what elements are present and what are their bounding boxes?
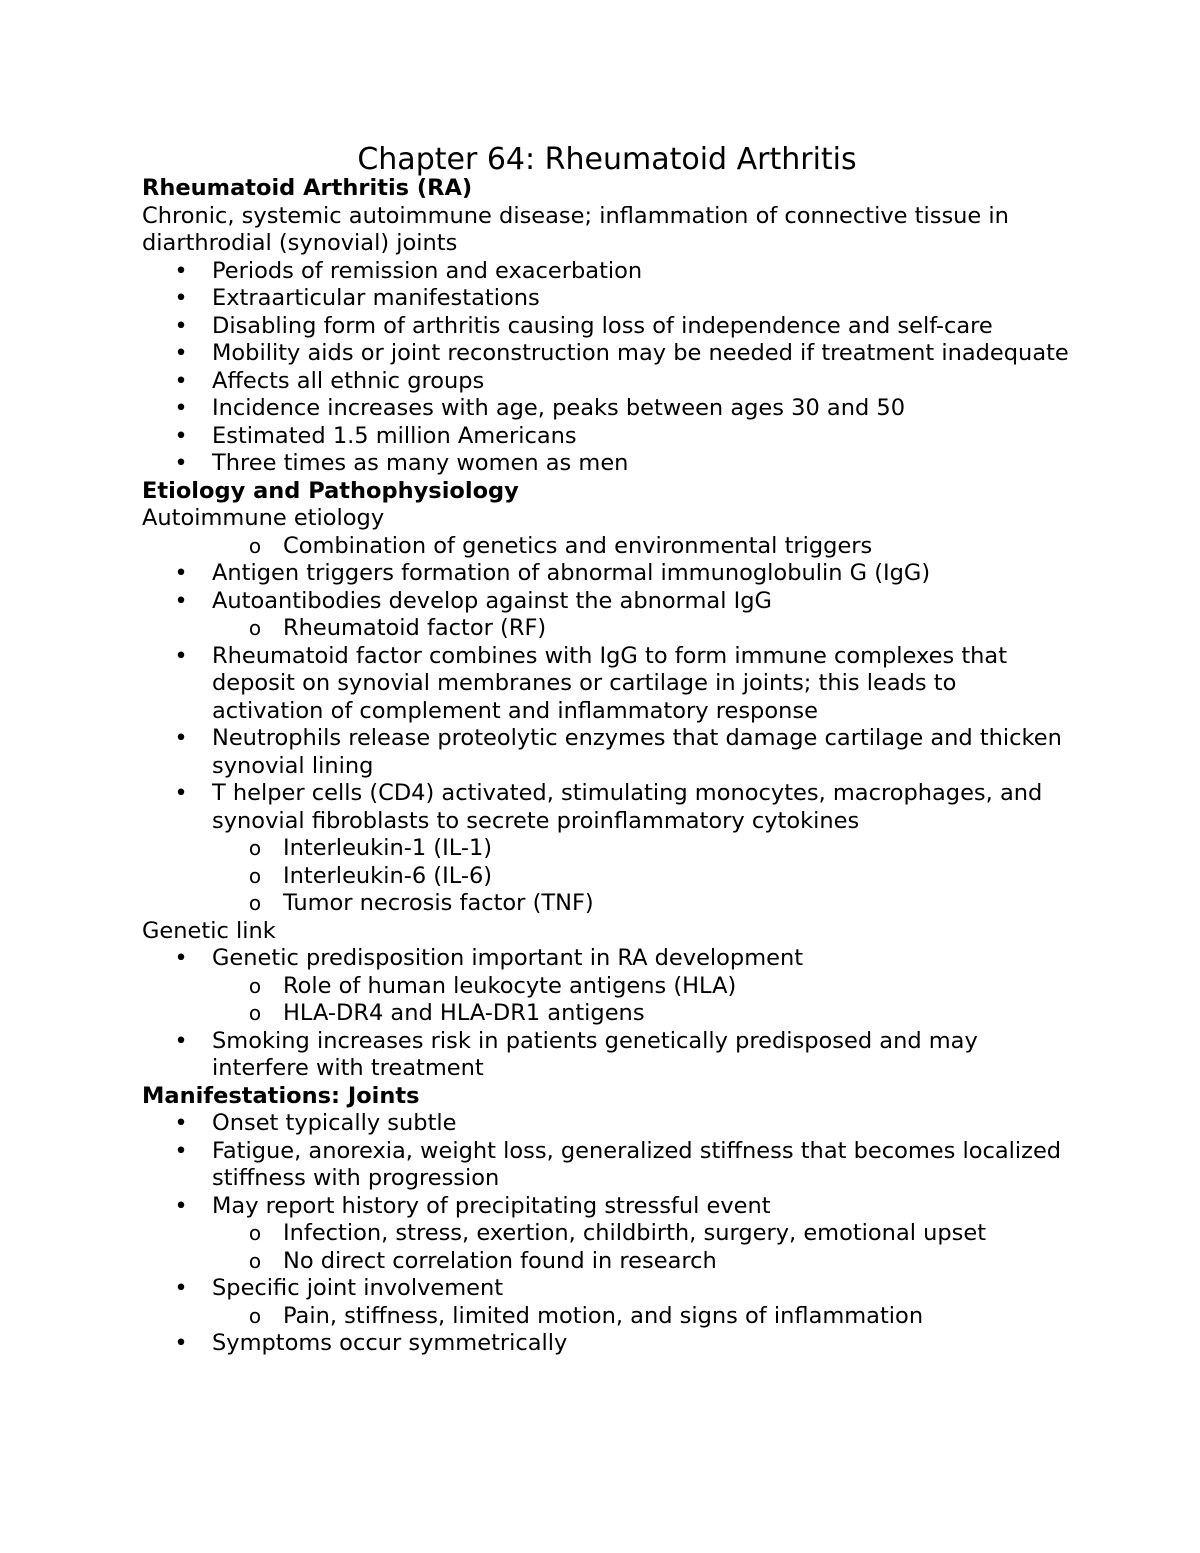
sub-bullet-icon: o bbox=[248, 891, 262, 915]
list-item bbox=[142, 780, 1072, 918]
list-item-text: Specific joint involvement bbox=[212, 1275, 504, 1301]
list-item bbox=[142, 423, 1072, 451]
sub-list-item bbox=[142, 1220, 1072, 1248]
bullet-icon: • bbox=[174, 312, 188, 339]
page-title: Chapter 64: Rheumatoid Arthritis bbox=[357, 142, 857, 177]
list-item bbox=[142, 368, 1072, 396]
list-item-text: Onset typically subtle bbox=[212, 1110, 457, 1136]
sub-list-item bbox=[142, 890, 1072, 918]
sub-bullet-icon: o bbox=[248, 1221, 262, 1245]
list-item-text: HLA-DR4 and HLA-DR1 antigens bbox=[283, 1000, 645, 1026]
sub-list-item bbox=[142, 973, 1072, 1001]
sub-list-item bbox=[142, 1000, 1072, 1028]
sub-list-item bbox=[142, 1248, 1072, 1276]
section-heading-ra: Rheumatoid Arthritis (RA) bbox=[142, 175, 473, 201]
list-item-text: Disabling form of arthritis causing loss of independence and self-care bbox=[212, 312, 993, 339]
etiology-bullet-list bbox=[142, 560, 1072, 918]
bullet-icon: • bbox=[174, 422, 188, 449]
bullet-icon: • bbox=[174, 560, 188, 586]
list-item-text: Interleukin-6 (IL-6) bbox=[283, 862, 493, 889]
list-item bbox=[142, 588, 1072, 643]
ra-intro: Chronic, systemic autoimmune disease; inflammation of connective tissue in diarthrodial (synovial) joints bbox=[142, 202, 1009, 256]
list-item-text: Rheumatoid factor combines with IgG to form immune complexes that deposit on synovial membranes or cartilage in joints; this leads to activation of complement and inflammatory response bbox=[212, 642, 1008, 724]
autoimmune-sub-list bbox=[142, 533, 1072, 561]
genetic-label: Genetic link bbox=[142, 917, 276, 944]
list-item-text: May report history of precipitating stressful event bbox=[212, 1192, 771, 1219]
sub-bullet-icon: o bbox=[248, 1001, 262, 1025]
list-item-text: Three times as many women as men bbox=[212, 450, 629, 476]
bullet-icon: • bbox=[174, 1192, 188, 1219]
list-item-text: Interleukin-1 (IL-1) bbox=[283, 835, 493, 861]
list-item-text: Estimated 1.5 million Americans bbox=[212, 422, 577, 449]
genetic-bullet-list bbox=[142, 945, 1072, 1083]
list-item-text: Affects all ethnic groups bbox=[212, 367, 485, 394]
bullet-icon: • bbox=[174, 367, 188, 394]
list-item-text: Pain, stiffness, limited motion, and signs of inflammation bbox=[283, 1302, 924, 1329]
sub-bullet-icon: o bbox=[248, 533, 262, 558]
list-item-text: T helper cells (CD4) activated, stimulating monocytes, macrophages, and synovial fibroblasts to secrete proinflammatory cytokines bbox=[212, 780, 1043, 834]
list-item bbox=[142, 1330, 1072, 1358]
bullet-icon: • bbox=[174, 1110, 188, 1136]
sub-bullet-icon: o bbox=[248, 1248, 262, 1273]
list-item-text: Mobility aids or joint reconstruction may be needed if treatment inadequate bbox=[212, 340, 1069, 366]
bullet-icon: • bbox=[174, 725, 188, 751]
list-item bbox=[142, 1110, 1072, 1138]
list-item-text: Combination of genetics and environmental triggers bbox=[283, 532, 873, 559]
list-item bbox=[142, 285, 1072, 313]
bullet-icon: • bbox=[174, 1137, 188, 1164]
list-item bbox=[142, 1028, 1072, 1083]
list-item bbox=[142, 313, 1072, 341]
list-item-text: Fatigue, anorexia, weight loss, generalized stiffness that becomes localized stiffness with progression bbox=[212, 1137, 1062, 1191]
bullet-icon: • bbox=[174, 587, 188, 614]
sub-bullet-icon: o bbox=[248, 863, 262, 888]
list-item bbox=[142, 395, 1072, 423]
bullet-icon: • bbox=[174, 642, 188, 669]
list-item bbox=[142, 450, 1072, 478]
list-item bbox=[142, 1138, 1072, 1193]
list-item bbox=[142, 945, 1072, 1028]
bullet-icon: • bbox=[174, 1027, 188, 1054]
list-item bbox=[142, 725, 1072, 780]
list-item-text: Extraarticular manifestations bbox=[212, 285, 540, 311]
list-item-text: Tumor necrosis factor (TNF) bbox=[283, 890, 594, 916]
list-item-text: No direct correlation found in research bbox=[283, 1247, 717, 1274]
sub-bullet-icon: o bbox=[248, 973, 262, 998]
bullet-icon: • bbox=[174, 945, 188, 971]
joints-bullet-list bbox=[142, 1110, 1072, 1358]
sub-list-item bbox=[142, 533, 1072, 561]
autoimmune-label: Autoimmune etiology bbox=[142, 505, 385, 531]
list-item bbox=[142, 1275, 1072, 1330]
list-item-text: Periods of remission and exacerbation bbox=[212, 257, 643, 284]
section-heading-joints: Manifestations: Joints bbox=[142, 1082, 420, 1109]
list-item-text: Neutrophils release proteolytic enzymes that damage cartilage and thicken synovial lining bbox=[212, 725, 1062, 779]
sub-bullet-icon: o bbox=[248, 1303, 262, 1328]
bullet-icon: • bbox=[174, 395, 188, 421]
bullet-icon: • bbox=[174, 285, 188, 311]
list-item bbox=[142, 643, 1072, 726]
list-item-text: Smoking increases risk in patients genetically predisposed and may interfere with treatment bbox=[212, 1027, 978, 1081]
list-item bbox=[142, 560, 1072, 588]
list-item-text: Symptoms occur symmetrically bbox=[212, 1330, 568, 1356]
genetic-sub-list bbox=[142, 973, 1072, 1028]
sub-bullet-icon: o bbox=[248, 836, 262, 860]
sub-list-item bbox=[142, 835, 1072, 863]
bullet-icon: • bbox=[174, 450, 188, 476]
sub-bullet-icon: o bbox=[248, 616, 262, 640]
list-item-text: Antigen triggers formation of abnormal immunoglobulin G (IgG) bbox=[212, 560, 931, 586]
list-item-text: Genetic predisposition important in RA development bbox=[212, 945, 804, 971]
list-item bbox=[142, 258, 1072, 286]
list-item-text: Rheumatoid factor (RF) bbox=[283, 615, 547, 641]
bullet-icon: • bbox=[174, 257, 188, 284]
list-item-text: Autoantibodies develop against the abnormal IgG bbox=[212, 587, 772, 614]
cytokines-sub-list bbox=[142, 835, 1072, 918]
bullet-icon: • bbox=[174, 1275, 188, 1301]
list-item-text: Incidence increases with age, peaks between ages 30 and 50 bbox=[212, 395, 906, 421]
bullet-icon: • bbox=[174, 780, 188, 806]
ra-bullet-list bbox=[142, 258, 1072, 478]
list-item-text: Role of human leukocyte antigens (HLA) bbox=[283, 972, 737, 999]
bullet-icon: • bbox=[174, 340, 188, 366]
list-item bbox=[142, 1193, 1072, 1276]
joint-involvement-sub-list bbox=[142, 1303, 1072, 1331]
sub-list-item bbox=[142, 863, 1072, 891]
sub-list-item bbox=[142, 615, 1072, 643]
section-heading-etiology: Etiology and Pathophysiology bbox=[142, 477, 519, 504]
list-item bbox=[142, 340, 1072, 368]
stress-sub-list bbox=[142, 1220, 1072, 1275]
list-item-text: Infection, stress, exertion, childbirth, surgery, emotional upset bbox=[283, 1220, 987, 1246]
bullet-icon: • bbox=[174, 1330, 188, 1356]
document-body bbox=[142, 140, 1072, 1358]
sub-list-item bbox=[142, 1303, 1072, 1331]
autoantibodies-sub-list bbox=[142, 615, 1072, 643]
